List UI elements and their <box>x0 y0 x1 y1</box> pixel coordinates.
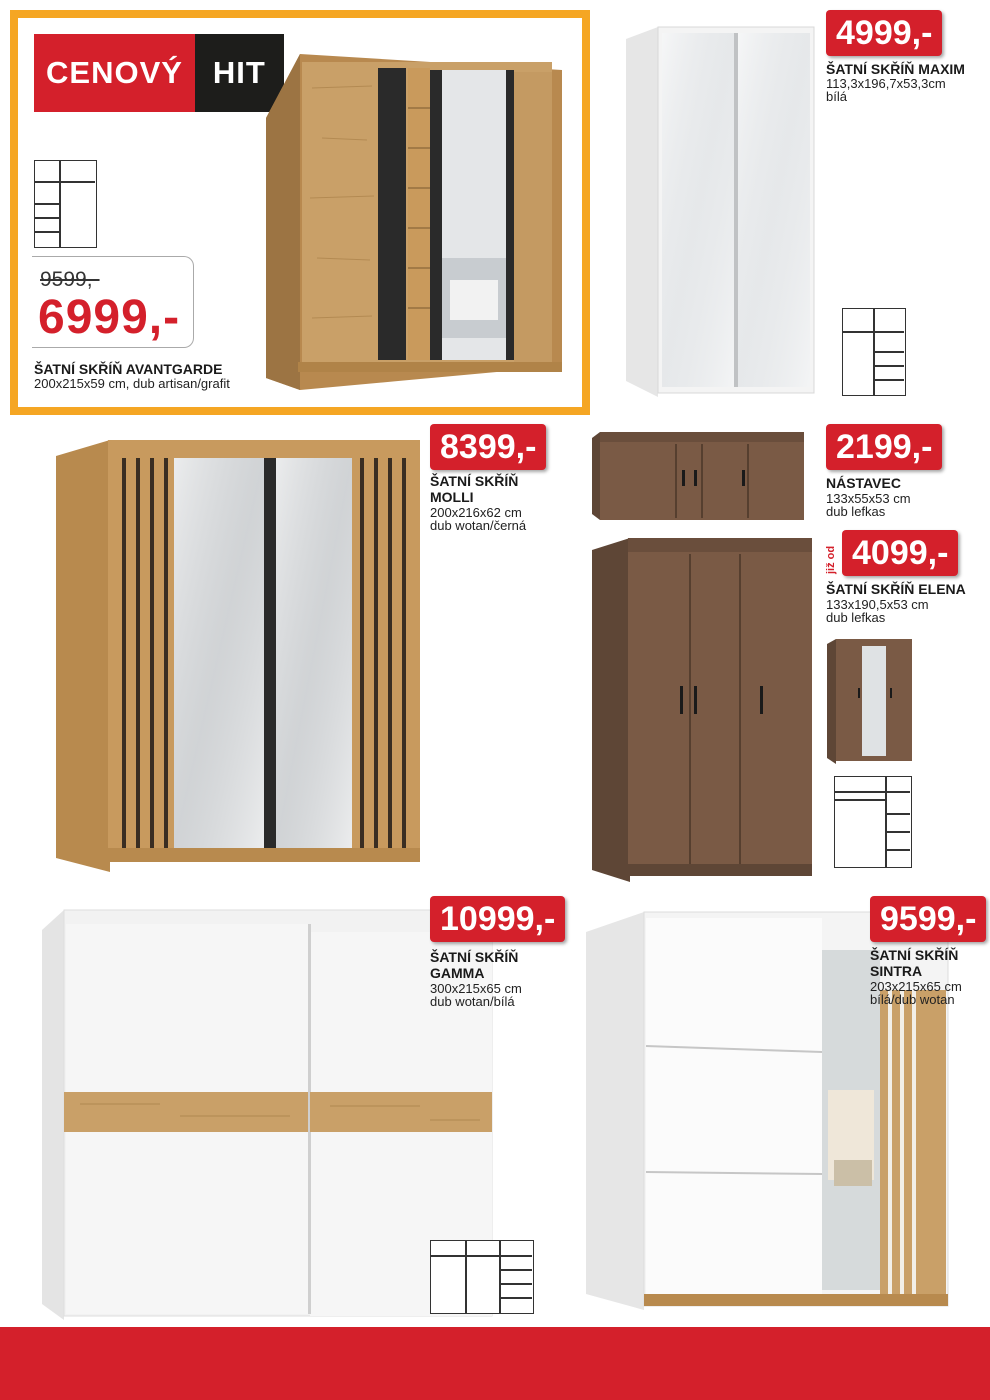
molli-name-line1: ŠATNÍ SKŘÍŇ <box>430 473 519 489</box>
elena-from-label: již od <box>825 545 837 574</box>
gamma-wardrobe-image <box>40 908 494 1320</box>
molli-spec-size: 200x216x62 cm <box>430 505 522 520</box>
sintra-spec-color: bílá/dub wotan <box>870 992 955 1007</box>
nastavec-spec-color: dub lefkas <box>826 504 886 519</box>
elena-scheme-icon <box>834 776 912 868</box>
elena-name: ŠATNÍ SKŘÍŇ ELENA <box>826 581 966 597</box>
cenovy-hit-badge <box>34 34 284 112</box>
gamma-name-line2: GAMMA <box>430 965 485 981</box>
elena-spec-color: dub lefkas <box>826 610 886 625</box>
nastavec-name: NÁSTAVEC <box>826 475 901 491</box>
gamma-scheme-icon <box>430 1240 534 1314</box>
maxim-spec-color: bílá <box>826 89 847 104</box>
sintra-spec-size: 203x215x65 cm <box>870 979 962 994</box>
molli-wardrobe-image <box>50 438 422 872</box>
molli-spec-color: dub wotan/černá <box>430 518 527 533</box>
elena-mirror-variant-image <box>826 638 912 764</box>
badge-hit: HIT <box>195 34 284 112</box>
footer-red-bar <box>0 1327 990 1400</box>
elena-spec-size: 133x190,5x53 cm <box>826 597 929 612</box>
badge-cenovy: CENOVÝ <box>34 34 195 112</box>
promo-price: 6999,- <box>38 291 181 344</box>
maxim-spec-size: 113,3x196,7x53,3cm <box>826 76 946 91</box>
gamma-spec-color: dub wotan/bílá <box>430 994 515 1009</box>
gamma-name-line1: ŠATNÍ SKŘÍŇ <box>430 949 519 965</box>
nastavec-top-unit-image <box>590 430 804 522</box>
sintra-price-tag: 9599,- <box>870 896 986 942</box>
promo-old-price: 9599,- <box>40 268 100 291</box>
maxim-name: ŠATNÍ SKŘÍŇ MAXIM <box>826 61 965 77</box>
molli-name-line2: MOLLI <box>430 489 474 505</box>
maxim-scheme-icon <box>842 308 906 396</box>
maxim-price-tag: 4999,- <box>826 10 942 56</box>
promo-product-name: ŠATNÍ SKŘÍŇ AVANTGARDE <box>34 361 223 377</box>
gamma-price-tag: 10999,- <box>430 896 565 942</box>
avantgarde-wardrobe-image <box>262 48 574 393</box>
elena-price-tag: 4099,- <box>842 530 958 576</box>
promo-product-spec: 200x215x59 cm, dub artisan/grafit <box>34 376 230 391</box>
gamma-spec-size: 300x215x65 cm <box>430 981 522 996</box>
maxim-wardrobe-image <box>622 25 818 397</box>
avantgarde-scheme-icon <box>34 160 97 248</box>
sintra-name-line1: ŠATNÍ SKŘÍŇ <box>870 947 959 963</box>
elena-wardrobe-image <box>590 536 812 882</box>
sintra-name-line2: SINTRA <box>870 963 923 979</box>
nastavec-spec-size: 133x55x53 cm <box>826 491 911 506</box>
molli-price-tag: 8399,- <box>430 424 546 470</box>
nastavec-price-tag: 2199,- <box>826 424 942 470</box>
